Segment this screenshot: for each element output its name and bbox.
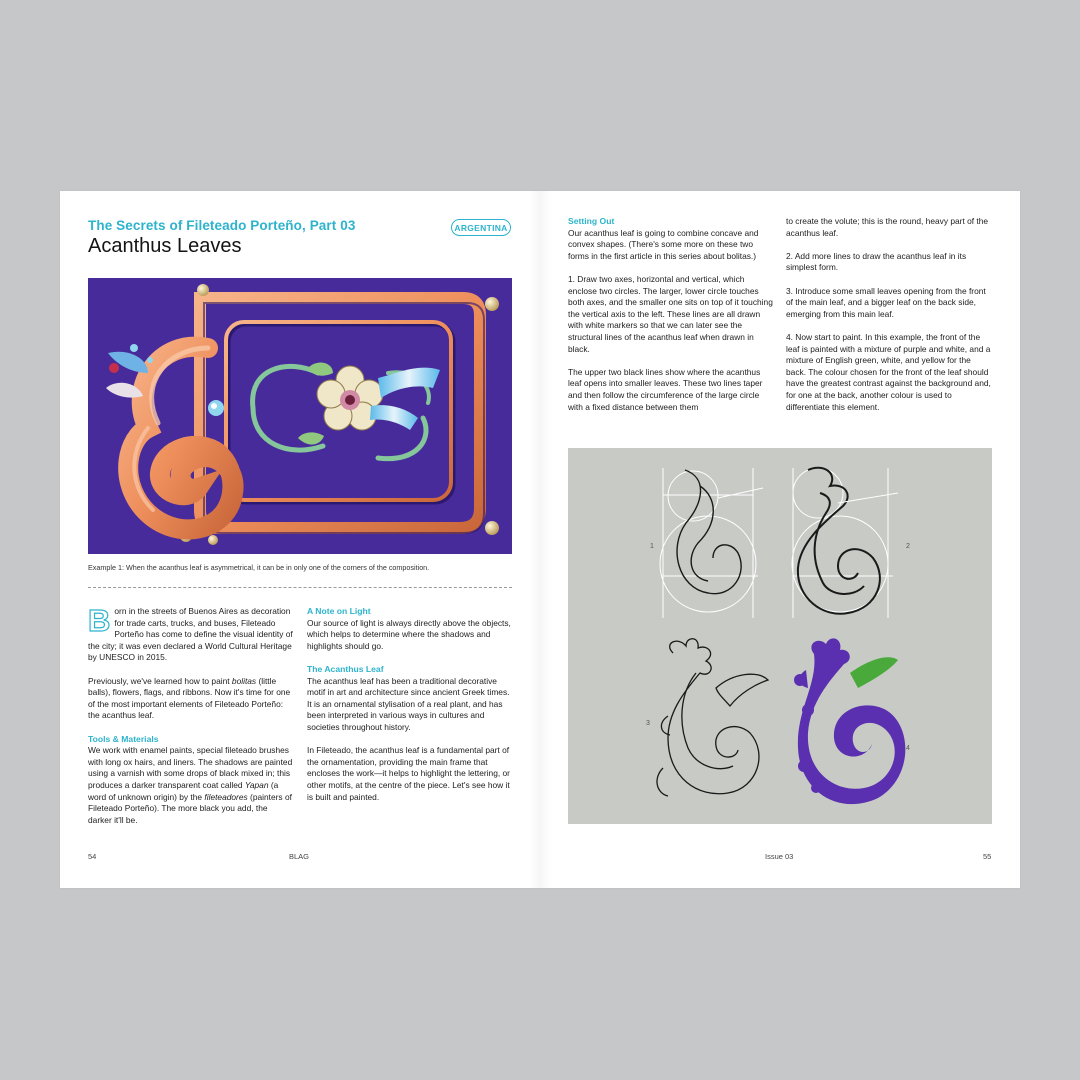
paragraph: In Fileteado, the acanthus leaf is a fundamental part of the ornamentation, providing the main frame that encloses the work—it helps to highlight the lettering, or other motifs, at the centre of the piece. Let's see how it is built and painted. (307, 745, 510, 802)
paragraph: to create the volute; this is the round, heavy part of the acanthus leaf. (786, 216, 989, 238)
intro-paragraph: Born in the streets of Buenos Aires as decoration for trade carts, trucks, and buses, Fileteado Porteño has come to define the visual identity of the city; it was even declared a World Cultural Heritage by UNESCO in 2015. (88, 603, 293, 663)
image-caption: Example 1: When the acanthus leaf is asymmetrical, it can be in only one of the corners of the composition. (88, 563, 430, 572)
publication-name: BLAG (289, 852, 310, 861)
right-page (540, 191, 1020, 888)
step-label-2: 2 (906, 543, 910, 550)
dotted-divider (88, 587, 512, 588)
paragraph: 1. Draw two axes, horizontal and vertical, which enclose two circles. The larger, lower circle touches both axes, and the smaller one sits on top of it touching the vertical axis to the left. These lines are all drawn with white markers so that we can later see the structural lines of the acanthus leaf when drawn in black. (568, 273, 773, 354)
left-column-1 (88, 603, 293, 838)
step-4-painted (794, 638, 905, 804)
right-column-2 (786, 216, 992, 425)
paragraph: We work with enamel paints, special fileteado brushes with long ox hairs, and liners. The shadows are painted using a varnish with some drops of black mixed in; this produces a darker transparent coat called Yapan (a word of unknown origin) by the fileteadores (painters of Fileteado Porteño). The more black you add, the darker it'll be. (88, 745, 293, 825)
paragraph: The upper two black lines show where the acanthus leaf opens into smaller leaves. These two lines taper and then follow the circumference of the large circle with a fixed distance between them (568, 366, 763, 412)
step-diagram (568, 448, 992, 824)
step-diagram-drawing (568, 448, 992, 824)
paragraph: 4. Now start to paint. In this example, the front of the leaf is painted with a mixture of purple and white, and a mixture of English green, white, and yellow for the back. The colour chosen for the front of the leaf should have the greatest contrast against the background and, for one at the back, another colour is used to differentiate this element. (786, 331, 991, 412)
heading-tools: Tools & Materials (88, 733, 159, 744)
right-column-1 (568, 216, 774, 425)
heading-light: A Note on Light (307, 606, 371, 616)
step-1-sketch (660, 468, 763, 618)
hero-illustration (88, 278, 512, 554)
step-3-sketch (657, 639, 768, 796)
step-label-1: 1 (650, 543, 654, 550)
series-title: The Secrets of Fileteado Porteño, Part 03 (88, 218, 356, 233)
paragraph: Our source of light is always directly above the objects, which helps to determine where the shadows and highlights should go. (307, 617, 511, 651)
step-label-4: 4 (906, 745, 910, 752)
paragraph: 2. Add more lines to draw the acanthus leaf in its simplest form. (786, 250, 967, 273)
paragraph: 3. Introduce some small leaves opening from the front of the main leaf, and a bigger leaf on the back side, emerging from this main leaf. (786, 285, 986, 319)
paragraph: Previously, we've learned how to paint bolitas (little balls), flowers, flags, and ribbons. Now it's time for one of the most important elements of Fileteado Porteño: the acanthus leaf. (88, 675, 291, 721)
left-column-2 (307, 606, 512, 815)
heading-acanthus: The Acanthus Leaf (307, 663, 384, 674)
page-number: 54 (88, 852, 97, 861)
issue-label: Issue 03 (765, 852, 794, 861)
paragraph: Our acanthus leaf is going to combine concave and convex shapes. (There's some more on these two forms in the first article in this series about bolitas.) (568, 227, 759, 261)
country-tag: ARGENTINA (451, 219, 511, 236)
step-2-sketch (792, 468, 898, 618)
magazine-spread (60, 191, 1020, 888)
paragraph: The acanthus leaf has been a traditional decorative motif in art and architecture since ancient Greek times. It is an ornamental stylisation of a real plant, and has been interpreted in various ways in cultures and societies throughout history. (307, 675, 510, 732)
left-page (60, 191, 540, 888)
heading-setting-out: Setting Out (568, 216, 615, 226)
page-number: 55 (983, 852, 992, 861)
step-label-3: 3 (646, 720, 650, 727)
article-title: Acanthus Leaves (88, 235, 242, 257)
drop-cap: B (88, 603, 111, 638)
